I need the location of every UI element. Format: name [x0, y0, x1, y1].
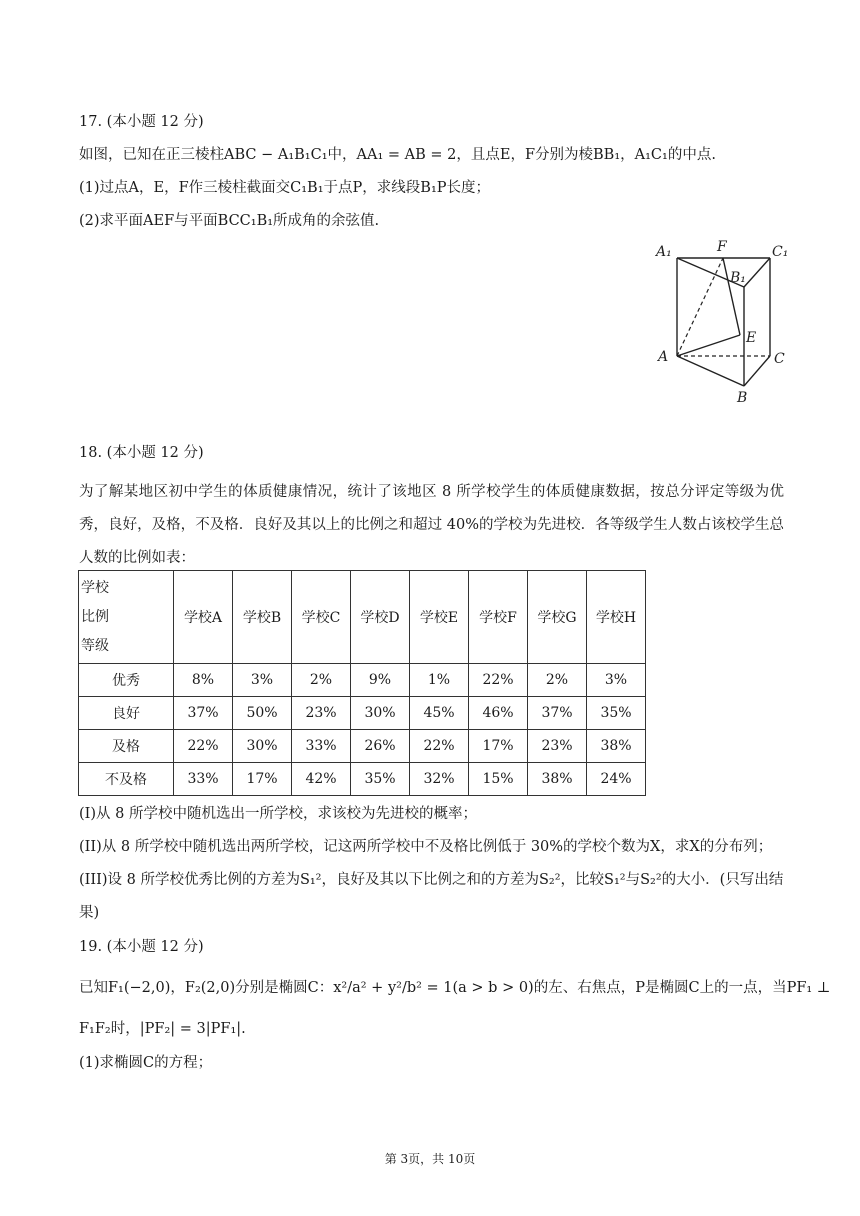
table-cell: 2% — [528, 664, 587, 697]
school-header: 学校E — [410, 571, 469, 664]
table-cell: 15% — [469, 763, 528, 796]
q19-part1: (1)求椭圆C的方程； — [79, 1055, 213, 1071]
table-cell: 38% — [587, 730, 646, 763]
table-cell: 35% — [351, 763, 410, 796]
school-header: 学校G — [528, 571, 587, 664]
table-cell: 32% — [410, 763, 469, 796]
table-header-row — [79, 571, 646, 664]
corner-grade: 等级 — [81, 637, 109, 654]
table-row — [79, 697, 646, 730]
table-cell: 22% — [174, 730, 233, 763]
grade-label: 及格 — [79, 730, 174, 763]
q17-part2: (2)求平面AEF与平面BCC₁B₁所成角的余弦值. — [79, 213, 380, 229]
label-b: B — [737, 390, 748, 406]
q18-part1: (I)从 8 所学校中随机选出一所学校，求该校为先进校的概率； — [79, 806, 477, 822]
label-c: C — [774, 351, 785, 367]
table-cell: 9% — [351, 664, 410, 697]
q17-title: 17. (本小题 12 分) — [79, 114, 204, 130]
table-cell: 33% — [292, 730, 351, 763]
q18-intro: 为了解某地区初中学生的体质健康情况，统计了该地区 8 所学校学生的体质健康数据，按总分评定等级为优秀，良好，及格，不及格．良好及其以上的比例之和超过 40%的学校为先进校．各等级学生人数占该校学生总人数的比例如表： — [79, 484, 784, 566]
table-cell: 45% — [410, 697, 469, 730]
table-cell: 33% — [174, 763, 233, 796]
q18-part3-line2: 果) — [79, 905, 100, 921]
q19-title: 19. (本小题 12 分) — [79, 939, 204, 955]
table-cell: 50% — [233, 697, 292, 730]
q19-line1: 已知F₁(−2,0)，F₂(2,0)分别是椭圆C：x²/a² + y²/b² = 1(a > b > 0)的左、右焦点，P是椭圆C上的一点，当PF₁ ⊥ — [79, 980, 831, 996]
table-cell: 3% — [587, 664, 646, 697]
school-header: 学校B — [233, 571, 292, 664]
table-cell: 30% — [351, 697, 410, 730]
school-header: 学校C — [292, 571, 351, 664]
table-cell: 26% — [351, 730, 410, 763]
q17-intro: 如图，已知在正三棱柱ABC − A₁B₁C₁中，AA₁ = AB = 2，且点E，F分别为棱BB₁，A₁C₁的中点. — [79, 147, 716, 163]
table-cell: 22% — [410, 730, 469, 763]
grade-label: 不及格 — [79, 763, 174, 796]
q17-part1: (1)过点A，E，F作三棱柱截面交C₁B₁于点P，求线段B₁P长度； — [79, 180, 491, 196]
grade-label: 优秀 — [79, 664, 174, 697]
table-cell: 17% — [469, 730, 528, 763]
corner-school: 学校 — [81, 579, 109, 596]
q18-part2: (II)从 8 所学校中随机选出两所学校，记这两所学校中不及格比例低于 30%的学校个数为X，求X的分布列； — [79, 839, 773, 855]
label-c1: C₁ — [772, 244, 789, 260]
label-a: A — [658, 349, 669, 365]
table-cell: 23% — [292, 697, 351, 730]
table-row — [79, 763, 646, 796]
prism-figure — [650, 238, 800, 408]
label-f: F — [717, 239, 727, 255]
corner-ratio: 比例 — [81, 608, 109, 625]
q18-title: 18. (本小题 12 分) — [79, 445, 204, 461]
table-cell: 30% — [233, 730, 292, 763]
table-cell: 46% — [469, 697, 528, 730]
label-a1: A₁ — [656, 244, 672, 260]
grade-ratio-table — [78, 570, 646, 796]
school-header: 学校A — [174, 571, 233, 664]
table-cell: 42% — [292, 763, 351, 796]
school-header: 学校D — [351, 571, 410, 664]
table-corner-cell — [79, 571, 174, 664]
grade-label: 良好 — [79, 697, 174, 730]
table-cell: 1% — [410, 664, 469, 697]
table-cell: 22% — [469, 664, 528, 697]
table-cell: 23% — [528, 730, 587, 763]
table-cell: 37% — [174, 697, 233, 730]
table-cell: 37% — [528, 697, 587, 730]
label-b1: B₁ — [730, 270, 746, 286]
q18-part3-line1: (III)设 8 所学校优秀比例的方差为S₁²，良好及其以下比例之和的方差为S₂²，比较S₁²与S₂²的大小．(只写出结 — [79, 872, 784, 888]
table-row — [79, 664, 646, 697]
table-cell: 2% — [292, 664, 351, 697]
table-cell: 38% — [528, 763, 587, 796]
page-footer: 第 3页，共 10页 — [384, 1152, 476, 1166]
label-e: E — [746, 330, 757, 346]
table-cell: 35% — [587, 697, 646, 730]
school-header: 学校H — [587, 571, 646, 664]
table-cell: 3% — [233, 664, 292, 697]
q19-line2: F₁F₂时，|PF₂| = 3|PF₁|. — [79, 1021, 246, 1037]
table-cell: 8% — [174, 664, 233, 697]
table-cell: 24% — [587, 763, 646, 796]
school-header: 学校F — [469, 571, 528, 664]
table-row — [79, 730, 646, 763]
table-cell: 17% — [233, 763, 292, 796]
